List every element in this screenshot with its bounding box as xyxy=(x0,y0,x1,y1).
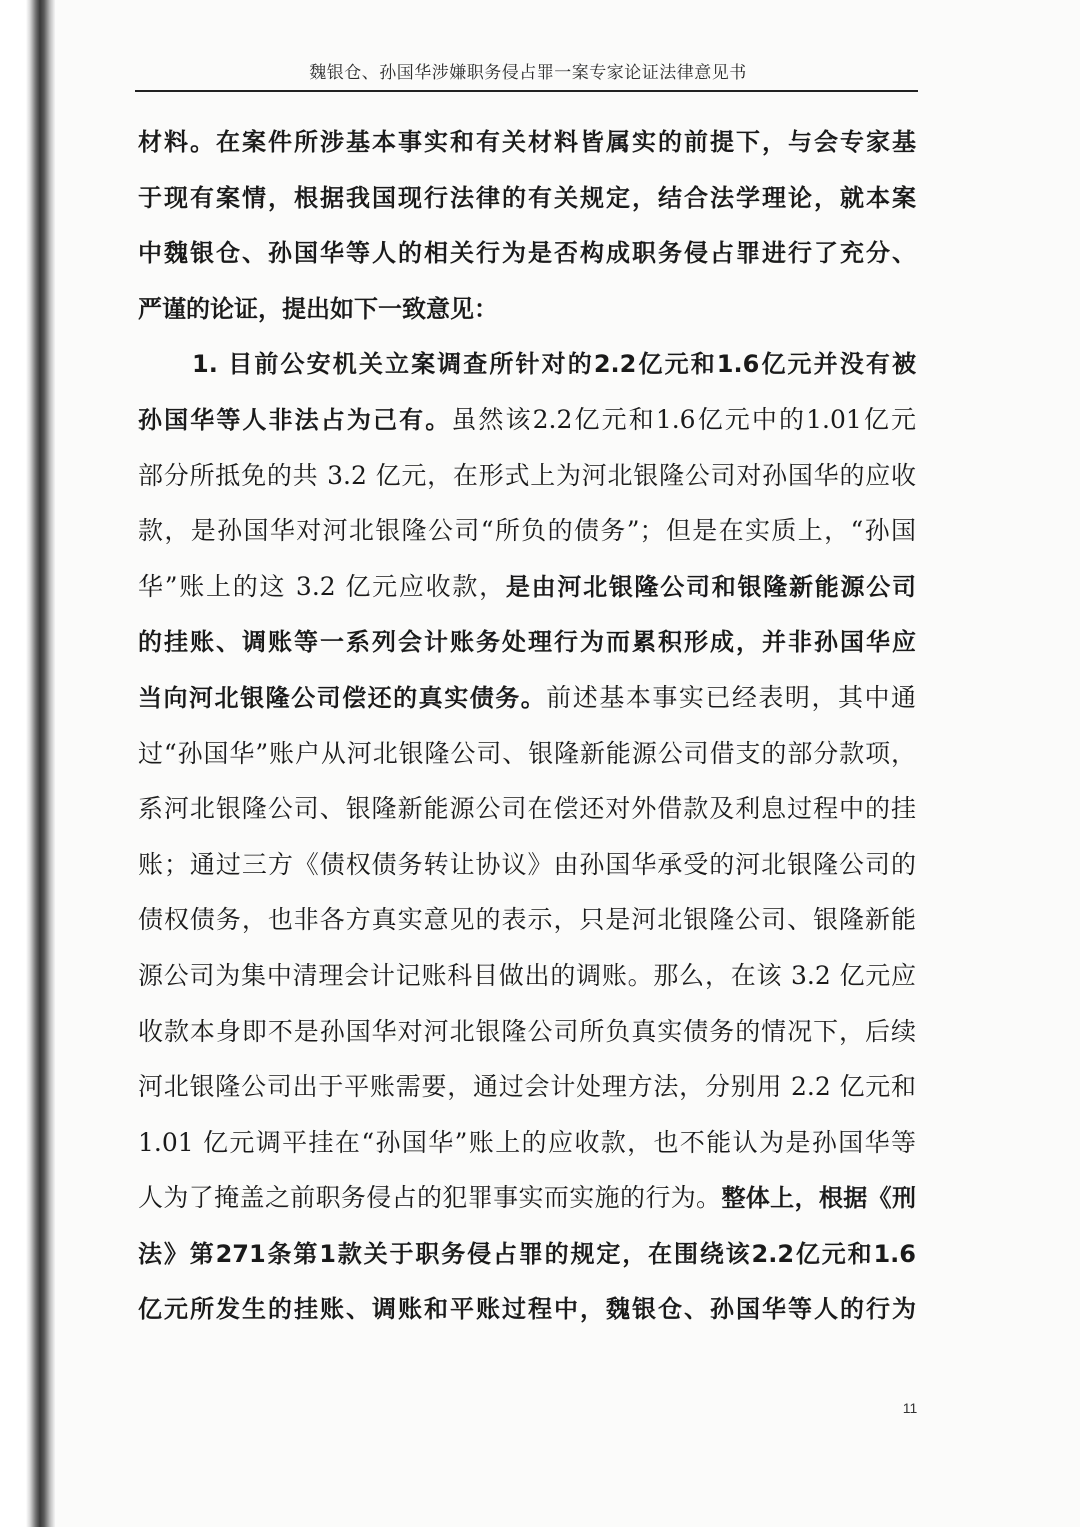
body-text xyxy=(138,114,916,1337)
text-line xyxy=(138,225,916,281)
text-line xyxy=(138,1059,916,1115)
text-run: 账；通过三方《债权债务转让协议》由孙国华承受的河北银隆公司的 xyxy=(138,849,916,879)
bold-text-run: 严谨的论证，提出如下一致意见： xyxy=(138,294,498,323)
text-line xyxy=(138,114,916,170)
text-run: 1.01 亿元调平挂在“孙国华”账上的应收款，也不能认为是孙国华等 xyxy=(138,1127,916,1157)
text-run: 虽然该2.2亿元和1.6亿元中的1.01亿元 xyxy=(451,404,916,434)
bold-text-run: 1. 目前公安机关立案调查所针对的2.2亿元和1.6亿元并没有被 xyxy=(192,350,916,379)
bold-text-run: 材料。在案件所涉基本事实和有关材料皆属实的前提下，与会专家基 xyxy=(138,128,916,156)
text-line xyxy=(138,726,916,782)
text-run: 华”账上的这 3.2 亿元应收款， xyxy=(138,571,506,601)
text-line xyxy=(138,503,916,559)
bold-text-run: 法》第271条第1款关于职务侵占罪的规定，在围绕该2.2亿元和1.6 xyxy=(138,1239,916,1268)
text-line xyxy=(138,1281,916,1337)
text-line xyxy=(138,281,916,337)
text-line xyxy=(138,1115,916,1171)
text-run: 前述基本事实已经表明，其中通 xyxy=(546,682,916,712)
text-line xyxy=(138,336,916,392)
bold-text-run: 亿元所发生的挂账、调账和平账过程中，魏银仓、孙国华等人的行为 xyxy=(138,1295,916,1324)
bold-text-run: 整体上，根据《刑 xyxy=(721,1184,916,1213)
bold-text-run: 于现有案情，根据我国现行法律的有关规定，结合法学理论，就本案 xyxy=(138,183,916,212)
running-header: 魏银仓、孙国华涉嫌职务侵占罪一案专家论证法律意见书 xyxy=(309,63,747,83)
bold-text-run: 孙国华等人非法占为己有。 xyxy=(138,405,452,434)
bold-text-run: 当向河北银隆公司偿还的真实债务。 xyxy=(138,683,547,712)
text-run: 人为了掩盖之前职务侵占的犯罪事实而实施的行为。 xyxy=(138,1183,722,1213)
header-rule xyxy=(135,90,918,92)
text-line xyxy=(138,1004,916,1060)
text-run: 源公司为集中清理会计记账科目做出的调账。那么，在该 3.2 亿元应 xyxy=(138,960,916,990)
text-run: 河北银隆公司出于平账需要，通过会计处理方法，分别用 2.2 亿元和 xyxy=(138,1072,916,1102)
scanned-binding-edge xyxy=(0,0,60,1527)
text-run: 收款本身即不是孙国华对河北银隆公司所负真实债务的情况下，后续 xyxy=(138,1016,916,1046)
text-line xyxy=(138,1226,916,1282)
text-line xyxy=(138,837,916,893)
text-line xyxy=(138,1170,916,1226)
text-run: 系河北银隆公司、银隆新能源公司在偿还对外借款及利息过程中的挂 xyxy=(138,794,916,824)
text-run: 过“孙国华”账户从河北银隆公司、银隆新能源公司借支的部分款项， xyxy=(138,738,916,768)
text-line xyxy=(138,170,916,226)
bold-text-run: 是由河北银隆公司和银隆新能源公司 xyxy=(505,572,916,601)
page-number: 11 xyxy=(902,1400,918,1416)
text-line xyxy=(138,781,916,837)
text-run: 部分所抵免的共 3.2 亿元，在形式上为河北银隆公司对孙国华的应收 xyxy=(138,460,916,490)
text-line xyxy=(138,448,916,504)
text-line xyxy=(138,670,916,726)
text-line xyxy=(138,392,916,448)
text-run: 债权债务，也非各方真实意见的表示，只是河北银隆公司、银隆新能 xyxy=(138,905,916,935)
text-run: 款，是孙国华对河北银隆公司“所负的债务”；但是在实质上，“孙国 xyxy=(138,516,916,546)
text-line xyxy=(138,614,916,670)
text-line xyxy=(138,948,916,1004)
text-line xyxy=(138,892,916,948)
bold-text-run: 的挂账、调账等一系列会计账务处理行为而累积形成，并非孙国华应 xyxy=(138,628,916,657)
bold-text-run: 中魏银仓、孙国华等人的相关行为是否构成职务侵占罪进行了充分、 xyxy=(138,239,916,268)
text-line xyxy=(138,559,916,615)
